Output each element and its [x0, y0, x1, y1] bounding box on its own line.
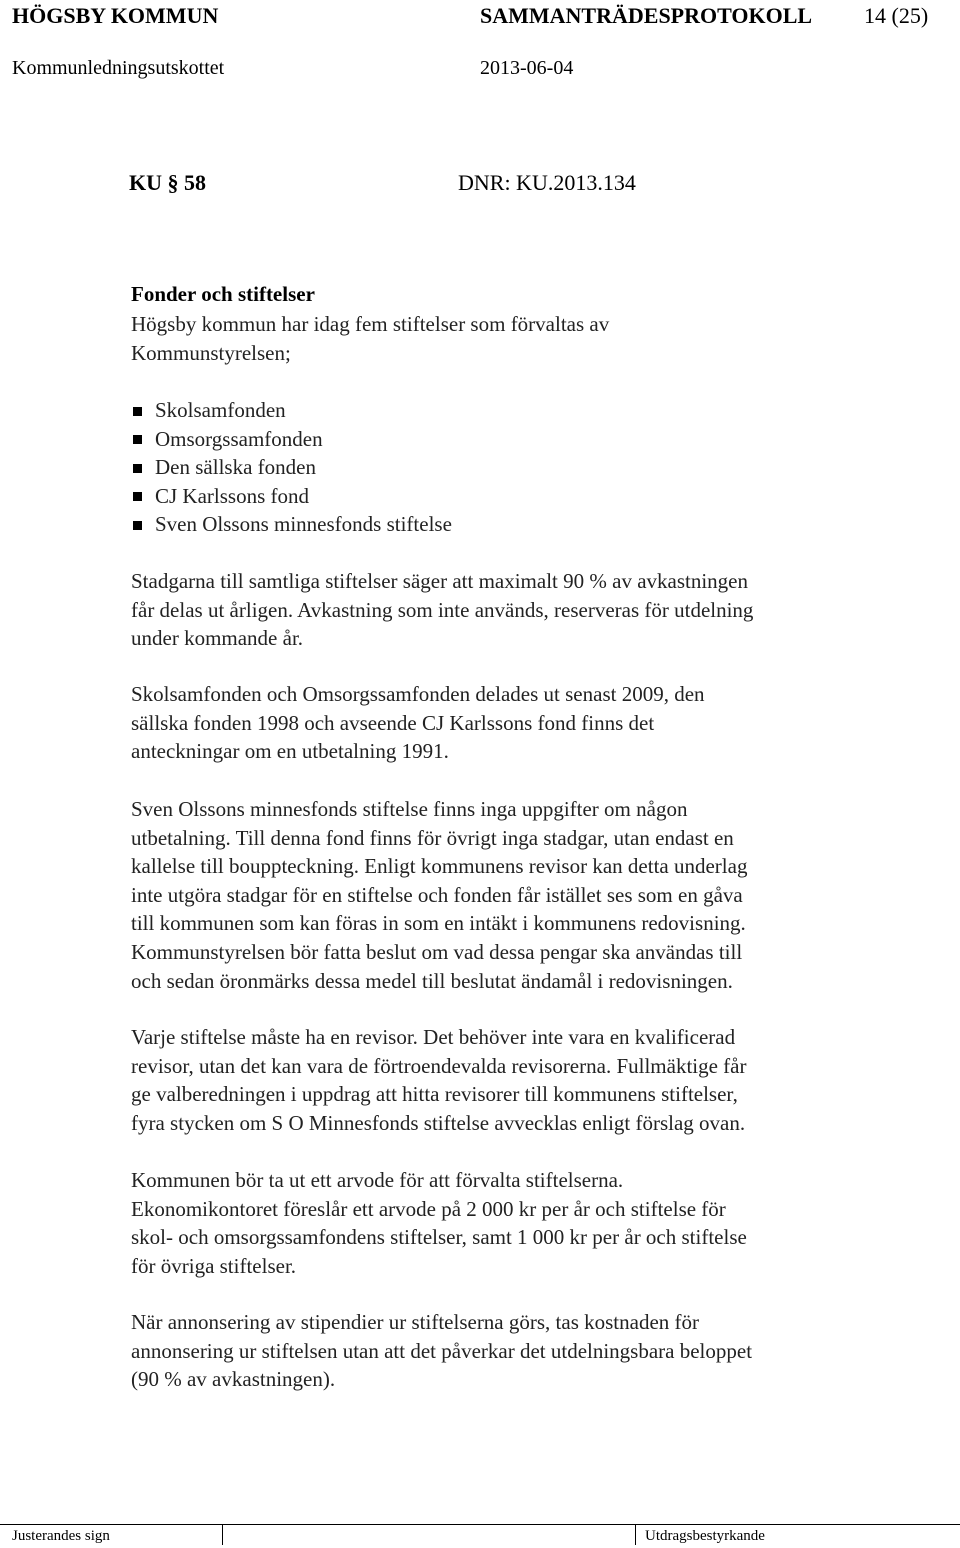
text-line: Varje stiftelse måste ha en revisor. Det behöver inte vara en kvalificerad — [131, 1025, 736, 1049]
text-line: skol- och omsorgssamfondens stiftelser, samt 1 000 kr per år och stiftelse — [131, 1225, 747, 1250]
text-line: Högsby kommun har idag fem stiftelser som förvaltas av — [131, 312, 610, 336]
meeting-date: 2013-06-04 — [480, 57, 574, 79]
text-line: Sven Olssons minnesfonds stiftelse finns inga uppgifter om någon — [131, 797, 688, 821]
text-line: under kommande år. — [131, 626, 304, 651]
paragraph-payouts — [131, 680, 891, 766]
text-line: Skolsamfonden och Omsorgssamfonden delades ut senast 2009, den — [131, 682, 705, 706]
foundation-list — [131, 396, 452, 539]
list-item: CJ Karlssons fond — [131, 482, 452, 511]
list-item: Sven Olssons minnesfonds stiftelse — [131, 510, 452, 539]
square-bullet-icon — [133, 464, 142, 473]
intro-paragraph — [131, 310, 891, 367]
footer-divider — [635, 1525, 636, 1545]
text-line: inte utgöra stadgar för en stiftelse och fonden får istället ses som en gåva — [131, 882, 743, 907]
text-line: anteckningar om en utbetalning 1991. — [131, 739, 449, 764]
paragraph-statutes — [131, 567, 891, 653]
text-line: för övriga stiftelser. — [131, 1253, 297, 1278]
text-line: kallelse till bouppteckning. Enligt kommunens revisor kan detta underlag — [131, 854, 748, 879]
case-dnr: DNR: KU.2013.134 — [458, 170, 636, 195]
text-line: sällska fonden 1998 och avseende CJ Karlssons fond finns det — [131, 710, 655, 735]
text-line: Kommunen bör ta ut ett arvode för att förvalta stiftelserna. — [131, 1168, 624, 1192]
utdragsbestyrkande-label: Utdragsbestyrkande — [645, 1528, 765, 1544]
case-number: KU § 58 — [129, 170, 206, 195]
committee-name: Kommunledningsutskottet — [12, 57, 225, 79]
square-bullet-icon — [133, 407, 142, 416]
footer-divider — [222, 1525, 223, 1545]
square-bullet-icon — [133, 435, 142, 444]
text-line: annonsering ur stiftelsen utan att det påverkar det utdelningsbara beloppet — [131, 1338, 753, 1363]
text-line: revisor, utan det kan vara de förtroendevalda revisorerna. Fullmäktige får — [131, 1053, 747, 1078]
text-line: (90 % av avkastningen). — [131, 1367, 336, 1392]
list-item: Den sällska fonden — [131, 453, 452, 482]
text-line: utbetalning. Till denna fond finns för övrigt inga stadgar, utan endast en — [131, 825, 734, 850]
paragraph-advertising — [131, 1308, 891, 1394]
text-line: Kommunstyrelsen; — [131, 340, 291, 365]
list-item: Omsorgssamfonden — [131, 425, 452, 454]
text-line: Kommunstyrelsen bör fatta beslut om vad dessa pengar ska användas till — [131, 939, 743, 964]
paragraph-sven-olsson — [131, 795, 891, 995]
list-item: Skolsamfonden — [131, 396, 452, 425]
text-line: får delas ut årligen. Avkastning som inte används, reserveras för utdelning — [131, 597, 754, 622]
document-type: SAMMANTRÄDESPROTOKOLL — [480, 3, 813, 28]
justerandes-sign-label: Justerandes sign — [12, 1528, 110, 1544]
section-title: Fonder och stiftelser — [131, 282, 315, 306]
page-number: 14 (25) — [864, 3, 929, 28]
text-line: Ekonomikontoret föreslår ett arvode på 2 000 kr per år och stiftelse för — [131, 1196, 726, 1221]
text-line: och sedan öronmärks dessa medel till beslutat ändamål i redovisningen. — [131, 968, 733, 993]
text-line: När annonsering av stipendier ur stiftelserna görs, tas kostnaden för — [131, 1310, 700, 1334]
square-bullet-icon — [133, 521, 142, 530]
text-line: Stadgarna till samtliga stiftelser säger att maximalt 90 % av avkastningen — [131, 569, 748, 593]
paragraph-fee — [131, 1166, 891, 1280]
text-line: fyra stycken om S O Minnesfonds stiftelse avvecklas enligt förslag ovan. — [131, 1110, 746, 1135]
signature-footer — [0, 1524, 960, 1548]
paragraph-auditor — [131, 1023, 891, 1137]
text-line: ge valberedningen i uppdrag att hitta revisorer till kommunens stiftelser, — [131, 1082, 738, 1107]
text-line: till kommunen som kan föras in som en intäkt i kommunens redovisning. — [131, 911, 746, 936]
municipality-name: HÖGSBY KOMMUN — [12, 3, 219, 28]
square-bullet-icon — [133, 492, 142, 501]
